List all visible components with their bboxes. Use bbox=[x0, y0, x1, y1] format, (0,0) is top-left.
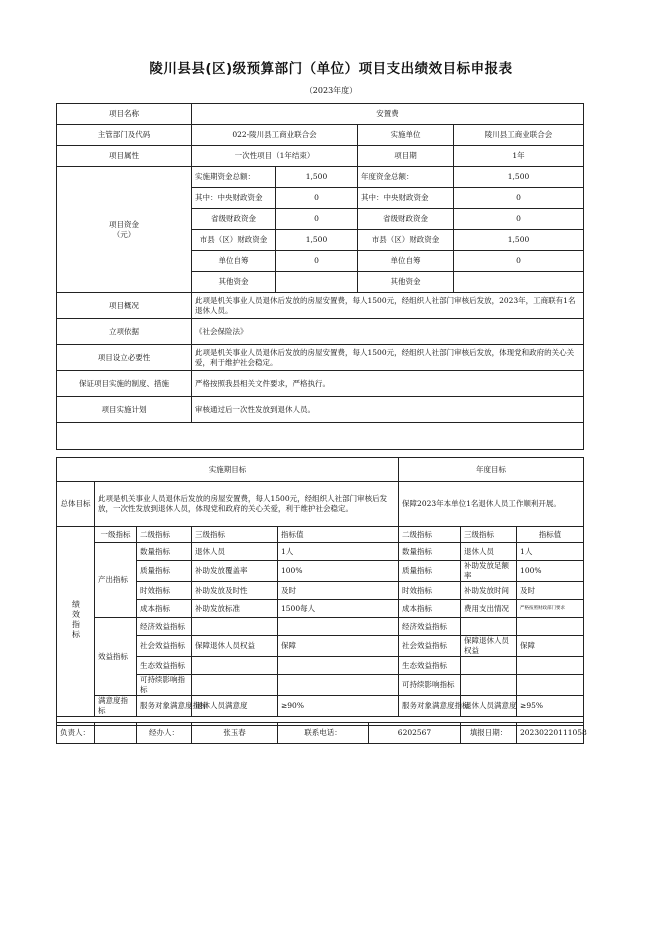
fund-year-label-4: 市县（区）财政资金 bbox=[358, 230, 454, 251]
indicator-l3: 补助发放覆盖率 bbox=[192, 561, 278, 582]
fund-value-5: 0 bbox=[276, 251, 358, 272]
head-value bbox=[95, 723, 137, 744]
indicator-l2: 成本指标 bbox=[137, 600, 192, 618]
indicator-value: 保障 bbox=[278, 636, 399, 657]
fund-value-2: 0 bbox=[276, 188, 358, 209]
overall-goal-label: 总体目标 bbox=[57, 482, 95, 527]
year-indicator-l3 bbox=[461, 675, 517, 696]
fund-label-1: 实施期资金总额： bbox=[192, 167, 276, 188]
year-indicator-l2: 可持续影响指标 bbox=[399, 675, 461, 696]
phone-value: 6202567 bbox=[369, 723, 461, 744]
fund-value-4: 1,500 bbox=[276, 230, 358, 251]
year-indicator-l2: 经济效益指标 bbox=[399, 618, 461, 636]
fund-value-1: 1,500 bbox=[276, 167, 358, 188]
fund-year-label-1: 年度资金总额： bbox=[358, 167, 454, 188]
attr-label: 项目属性 bbox=[57, 146, 192, 167]
fund-label-3: 省级财政资金 bbox=[192, 209, 276, 230]
fund-label-2: 其中：中央财政资金 bbox=[192, 188, 276, 209]
satisfaction-indicator-label: 满意度指标 bbox=[95, 696, 137, 717]
year-indicator-l3: 费用支出情况 bbox=[461, 600, 517, 618]
phone-label: 联系电话： bbox=[278, 723, 369, 744]
year-indicator-l3: 退休人员 bbox=[461, 543, 517, 561]
header-level2: 二级指标 bbox=[137, 527, 192, 543]
indicator-l2: 生态效益指标 bbox=[137, 657, 192, 675]
benefit-indicator-label: 效益指标 bbox=[95, 618, 137, 696]
indicator-l2: 服务对象满意度指标 bbox=[137, 696, 192, 717]
year-indicator-l3: 补助发放时间 bbox=[461, 582, 517, 600]
indicator-l3: 补助发放及时性 bbox=[192, 582, 278, 600]
fund-year-value-1: 1,500 bbox=[454, 167, 584, 188]
indicator-l3: 退休人员 bbox=[192, 543, 278, 561]
header-level1: 一级指标 bbox=[95, 527, 137, 543]
blank-row bbox=[57, 423, 584, 450]
plan-label: 项目实施计划 bbox=[57, 397, 192, 423]
year-indicator-value bbox=[517, 675, 584, 696]
date-label: 填报日期： bbox=[461, 723, 517, 744]
indicator-value: 1500每人 bbox=[278, 600, 399, 618]
attr-value: 一次性项目（1年结束） bbox=[192, 146, 358, 167]
fund-label-5: 单位自筹 bbox=[192, 251, 276, 272]
necessity-text: 此项是机关事业人员退休后发放的房屋安置费，每人1500元，经组织人社部门审核后发放，体现党和政府的关心关爱，利于维护社会稳定。 bbox=[192, 345, 584, 371]
year-indicator-value bbox=[517, 657, 584, 675]
header-value: 指标值 bbox=[278, 527, 399, 543]
indicator-value: ≥90% bbox=[278, 696, 399, 717]
indicator-l3 bbox=[192, 618, 278, 636]
funds-label: 项目资金 （元） bbox=[57, 167, 192, 293]
period-label: 项目期 bbox=[358, 146, 454, 167]
indicator-l2: 经济效益指标 bbox=[137, 618, 192, 636]
project-name-label: 项目名称 bbox=[57, 104, 192, 125]
fund-year-value-5: 0 bbox=[454, 251, 584, 272]
indicator-l2: 数量指标 bbox=[137, 543, 192, 561]
indicator-value bbox=[278, 675, 399, 696]
year-goal-text: 保障2023年本单位1名退休人员工作顺利开展。 bbox=[399, 482, 584, 527]
fund-year-label-6: 其他资金 bbox=[358, 272, 454, 293]
dept-label: 主管部门及代码 bbox=[57, 125, 192, 146]
impl-goal-text: 此项是机关事业人员退休后发放的房屋安置费，每人1500元，经组织人社部门审核后发放，一次性发放到退休人员，体现党和政府的关心关爱，利于维护社会稳定。 bbox=[95, 482, 399, 527]
indicator-l2: 社会效益指标 bbox=[137, 636, 192, 657]
year-indicator-value: 及时 bbox=[517, 582, 584, 600]
year-indicator-l2: 数量指标 bbox=[399, 543, 461, 561]
fund-year-value-2: 0 bbox=[454, 188, 584, 209]
necessity-label: 项目设立必要性 bbox=[57, 345, 192, 371]
output-indicator-label: 产出指标 bbox=[95, 543, 137, 618]
year-indicator-l2: 成本指标 bbox=[399, 600, 461, 618]
indicator-l3: 补助发放标准 bbox=[192, 600, 278, 618]
fund-label-6: 其他资金 bbox=[192, 272, 276, 293]
project-name: 安置费 bbox=[192, 104, 584, 125]
dept-value: 022-陵川县工商业联合会 bbox=[192, 125, 358, 146]
signature-table bbox=[56, 722, 587, 744]
indicator-value bbox=[278, 657, 399, 675]
year-indicator-value: 100% bbox=[517, 561, 584, 582]
impl-unit-value: 陵川县工商业联合会 bbox=[454, 125, 584, 146]
impl-goal-header: 实施期目标 bbox=[57, 458, 399, 482]
date-value: 20230220111058 bbox=[517, 723, 584, 744]
period-value: 1年 bbox=[454, 146, 584, 167]
indicator-l3: 保障退休人员权益 bbox=[192, 636, 278, 657]
handler-value: 张玉春 bbox=[192, 723, 278, 744]
indicator-l2: 可持续影响指标 bbox=[137, 675, 192, 696]
header-year-value: 指标值 bbox=[517, 527, 584, 543]
indicator-l3 bbox=[192, 675, 278, 696]
overview-text: 此项是机关事业人员退休后发放的房屋安置费，每人1500元，经组织人社部门审核后发放，2023年，工商联有1名退休人员。 bbox=[192, 293, 584, 319]
basis-text: 《社会保险法》 bbox=[192, 319, 584, 345]
fund-value-3: 0 bbox=[276, 209, 358, 230]
page-title: 陵川县县(区)级预算部门（单位）项目支出绩效目标申报表 bbox=[149, 61, 513, 77]
year-indicator-l2: 质量指标 bbox=[399, 561, 461, 582]
fund-value-6 bbox=[276, 272, 358, 293]
year-indicator-l3 bbox=[461, 618, 517, 636]
head-label: 负责人： bbox=[57, 723, 95, 744]
indicator-value bbox=[278, 618, 399, 636]
handler-label: 经办人： bbox=[137, 723, 192, 744]
basis-label: 立项依据 bbox=[57, 319, 192, 345]
year-indicator-l3: 退休人员满意度 bbox=[461, 696, 517, 717]
overview-label: 项目概况 bbox=[57, 293, 192, 319]
year-indicator-l3 bbox=[461, 657, 517, 675]
year-indicator-l3: 保障退休人员权益 bbox=[461, 636, 517, 657]
guarantee-text: 严格按照我县相关文件要求，严格执行。 bbox=[192, 371, 584, 397]
fund-year-value-4: 1,500 bbox=[454, 230, 584, 251]
impl-unit-label: 实施单位 bbox=[358, 125, 454, 146]
fund-year-label-5: 单位自筹 bbox=[358, 251, 454, 272]
year-indicator-value: 保障 bbox=[517, 636, 584, 657]
indicator-l2: 质量指标 bbox=[137, 561, 192, 582]
indicator-value: 100% bbox=[278, 561, 399, 582]
fund-label-4: 市县（区）财政资金 bbox=[192, 230, 276, 251]
indicators-side-label: 绩效指标 bbox=[57, 527, 95, 717]
fund-year-value-3: 0 bbox=[454, 209, 584, 230]
indicator-value: 及时 bbox=[278, 582, 399, 600]
page-subtitle: （2023年度） bbox=[304, 86, 358, 95]
indicator-l3 bbox=[192, 657, 278, 675]
year-indicator-l3: 补助发放足额率 bbox=[461, 561, 517, 582]
fund-year-label-2: 其中：中央财政资金 bbox=[358, 188, 454, 209]
year-indicator-value: 严格按照财政部门要求 bbox=[517, 600, 584, 618]
year-indicator-value: ≥95% bbox=[517, 696, 584, 717]
performance-table bbox=[56, 457, 584, 726]
year-goal-header: 年度目标 bbox=[399, 458, 584, 482]
year-indicator-l2: 社会效益指标 bbox=[399, 636, 461, 657]
indicator-l2: 时效指标 bbox=[137, 582, 192, 600]
indicator-l3: 退休人员满意度 bbox=[192, 696, 278, 717]
fund-year-label-3: 省级财政资金 bbox=[358, 209, 454, 230]
header-year-level2: 二级指标 bbox=[399, 527, 461, 543]
guarantee-label: 保证项目实施的制度、措施 bbox=[57, 371, 192, 397]
year-indicator-l2: 时效指标 bbox=[399, 582, 461, 600]
year-indicator-l2: 服务对象满意度指标 bbox=[399, 696, 461, 717]
plan-text: 审核通过后一次性发放到退休人员。 bbox=[192, 397, 584, 423]
header-year-level3: 三级指标 bbox=[461, 527, 517, 543]
fund-year-value-6 bbox=[454, 272, 584, 293]
year-indicator-value: 1人 bbox=[517, 543, 584, 561]
year-indicator-l2: 生态效益指标 bbox=[399, 657, 461, 675]
year-indicator-value bbox=[517, 618, 584, 636]
project-info-table bbox=[56, 103, 584, 450]
header-level3: 三级指标 bbox=[192, 527, 278, 543]
indicator-value: 1人 bbox=[278, 543, 399, 561]
